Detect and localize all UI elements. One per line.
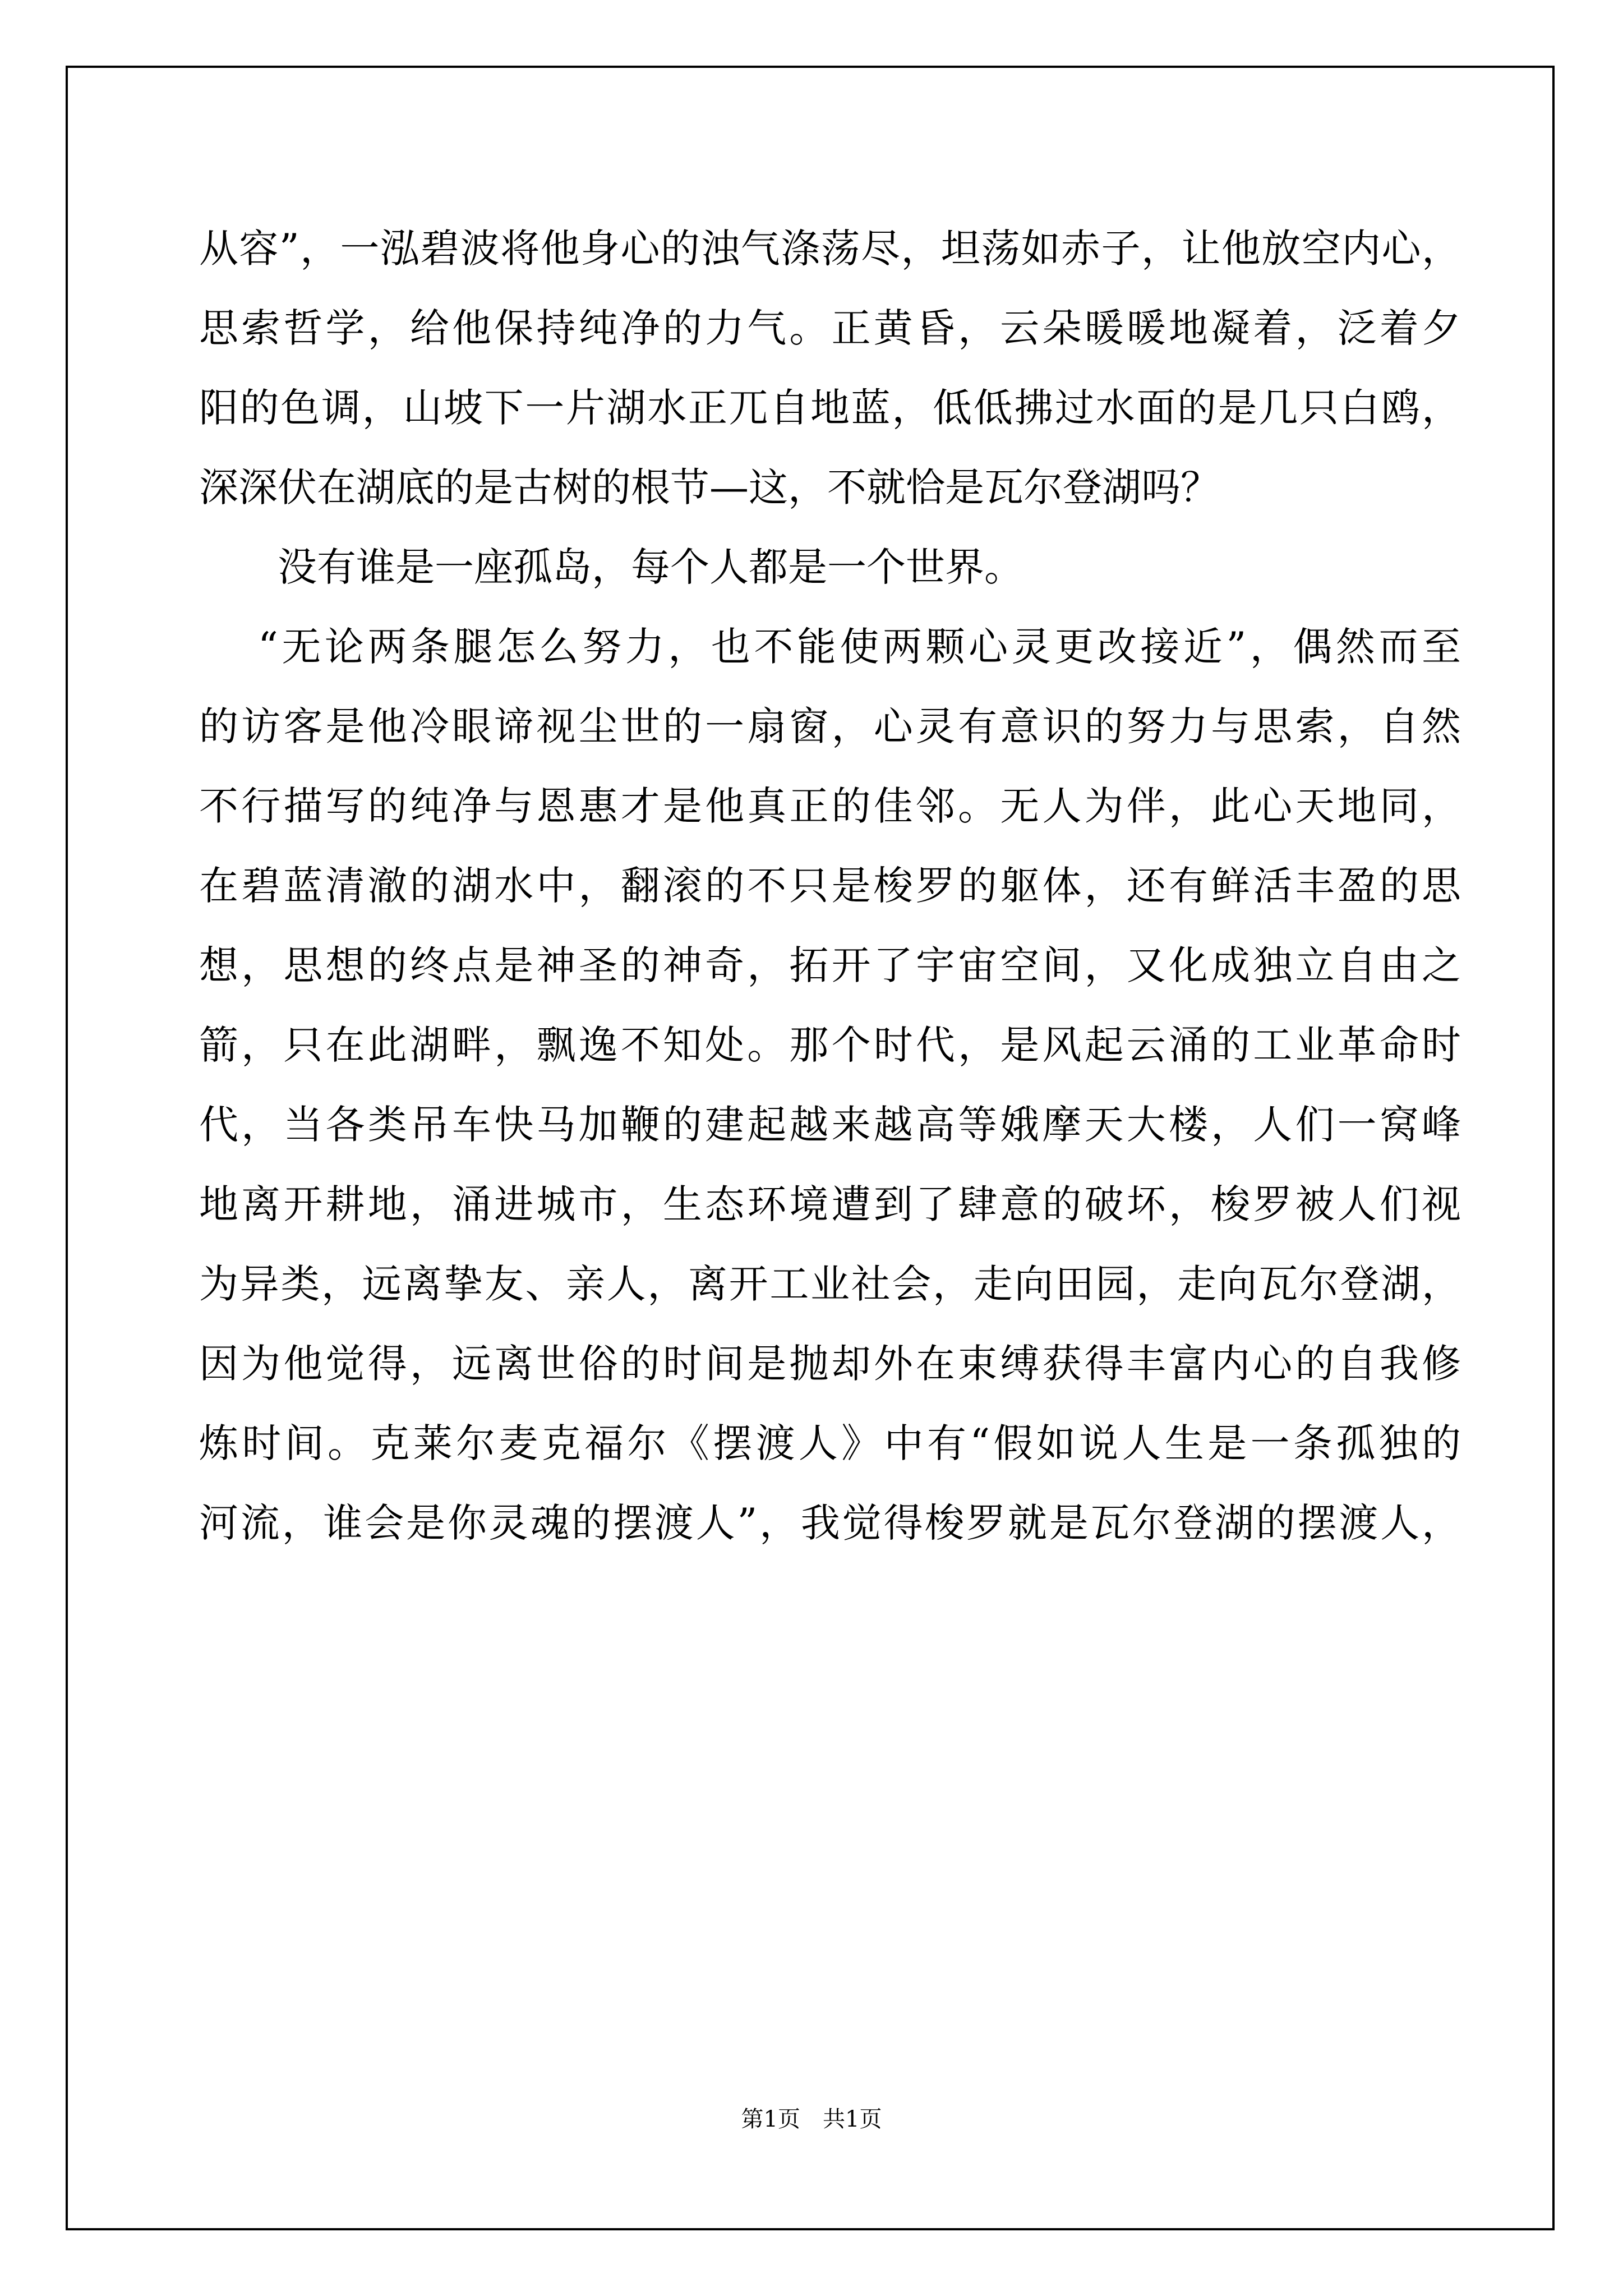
text-line: 思索哲学，给他保持纯净的力气。正黄昏，云朵暖暖地凝着，泛着夕 — [199, 305, 1461, 351]
text-line: 炼时间。克莱尔麦克福尔《摆渡人》中有“假如说人生是一条孤独的 — [199, 1420, 1461, 1466]
text-line: 为异类，远离挚友、亲人，离开工业社会，走向田园，走向瓦尔登湖， — [199, 1261, 1461, 1307]
document-body — [199, 209, 1461, 1563]
text-line: 深深伏在湖底的是古树的根节—这，不就恰是瓦尔登湖吗？ — [199, 464, 1220, 510]
paragraph-line: 没有谁是一座孤岛，每个人都是一个世界。 — [278, 544, 1023, 590]
text-line: 不行描写的纯净与恩惠才是他真正的佳邻。无人为伴，此心天地同， — [199, 783, 1461, 829]
text-line: 从容”，一泓碧波将他身心的浊气涤荡尽，坦荡如赤子，让他放空内心， — [199, 226, 1461, 272]
text-line: 箭，只在此湖畔，飘逸不知处。那个时代，是风起云涌的工业革命时 — [199, 1022, 1461, 1068]
page-number: 第1页 共1页 — [741, 2106, 882, 2132]
text-line: 因为他觉得，远离世俗的时间是抛却外在束缚获得丰富内心的自我修 — [199, 1341, 1461, 1387]
text-line: 的访客是他冷眼谛视尘世的一扇窗，心灵有意识的努力与思索，自然 — [199, 703, 1461, 749]
text-line: 阳的色调，山坡下一片湖水正兀自地蓝，低低拂过水面的是几只白鸥， — [199, 385, 1461, 431]
text-line: 代，当各类吊车快马加鞭的建起越来越高等娥摩天大楼，人们一窝峰 — [199, 1102, 1461, 1148]
paragraph-line: “无论两条腿怎么努力，也不能使两颗心灵更改接近”，偶然而至 — [258, 624, 1461, 670]
text-line: 河流，谁会是你灵魂的摆渡人”，我觉得梭罗就是瓦尔登湖的摆渡人， — [199, 1500, 1461, 1546]
text-line: 地离开耕地，涌进城市，生态环境遭到了肆意的破坏，梭罗被人们视 — [199, 1181, 1461, 1227]
text-line: 想，思想的终点是神圣的神奇，拓开了宇宙空间，又化成独立自由之 — [199, 942, 1461, 988]
text-line: 在碧蓝清澈的湖水中，翻滚的不只是梭罗的躯体，还有鲜活丰盈的思 — [199, 863, 1461, 909]
